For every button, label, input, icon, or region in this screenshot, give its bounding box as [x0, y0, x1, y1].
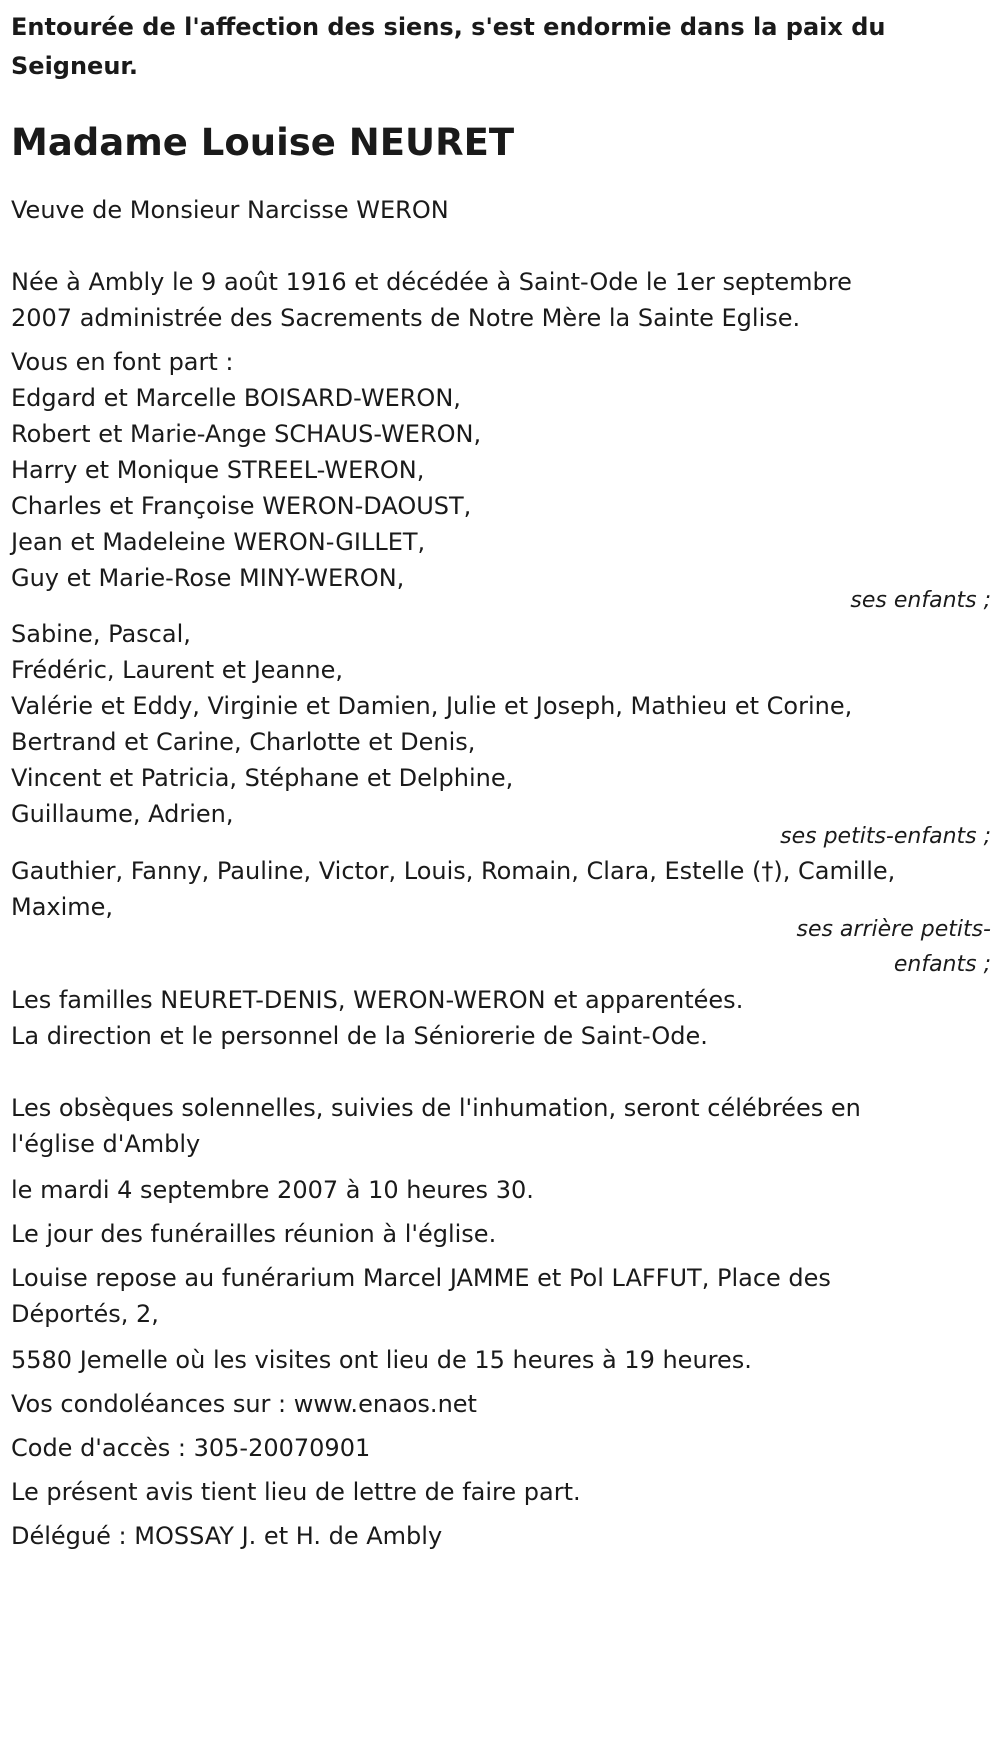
direction-line: La direction et le personnel de la Séniorerie de Saint-Ode.	[11, 1022, 708, 1050]
meeting-line: Le jour des funérailles réunion à l'église.	[11, 1220, 497, 1248]
great-grandchildren-role-line-1: ses arrière petits-	[796, 917, 991, 942]
list-item: Edgard et Marcelle BOISARD-WERON,	[11, 384, 461, 412]
delegate-line: Délégué : MOSSAY J. et H. de Ambly	[11, 1522, 443, 1550]
notice-line: Le présent avis tient lieu de lettre de faire part.	[11, 1478, 581, 1506]
widow-line: Veuve de Monsieur Narcisse WERON	[11, 196, 449, 224]
birth-death-line-2: 2007 administrée des Sacrements de Notre Mère la Sainte Eglise.	[11, 304, 801, 332]
birth-death-line-1: Née à Ambly le 9 août 1916 et décédée à Saint-Ode le 1er septembre	[11, 268, 852, 296]
deceased-name: Madame Louise NEURET	[11, 121, 515, 164]
condolences-line: Vos condoléances sur : www.enaos.net	[11, 1390, 477, 1418]
list-item: Guillaume, Adrien,	[11, 800, 234, 828]
list-item: Valérie et Eddy, Virginie et Damien, Julie et Joseph, Mathieu et Corine,	[11, 692, 853, 720]
intro-text: Entourée de l'affection des siens, s'est endormie dans la paix du Seigneur.	[11, 13, 886, 80]
funeral-date: le mardi 4 septembre 2007 à 10 heures 30.	[11, 1176, 534, 1204]
list-item: Sabine, Pascal,	[11, 620, 191, 648]
list-item: Gauthier, Fanny, Pauline, Victor, Louis, Romain, Clara, Estelle (†), Camille,	[11, 857, 896, 885]
children-list	[11, 378, 481, 594]
rest-line-1: Louise repose au funérarium Marcel JAMME et Pol LAFFUT, Place des	[11, 1264, 831, 1292]
list-item: Harry et Monique STREEL-WERON,	[11, 456, 425, 484]
funeral-line-1: Les obsèques solennelles, suivies de l'inhumation, seront célébrées en	[11, 1094, 861, 1122]
list-item: Charles et Françoise WERON-DAOUST,	[11, 492, 472, 520]
list-item: Maxime,	[11, 893, 114, 921]
children-role: ses enfants ;	[850, 588, 991, 613]
families-line: Les familles NEURET-DENIS, WERON-WERON et apparentées.	[11, 986, 744, 1014]
list-item: Bertrand et Carine, Charlotte et Denis,	[11, 728, 476, 756]
list-item: Frédéric, Laurent et Jeanne,	[11, 656, 343, 684]
visits-line: 5580 Jemelle où les visites ont lieu de 15 heures à 19 heures.	[11, 1346, 752, 1374]
list-item: Guy et Marie-Rose MINY-WERON,	[11, 564, 405, 592]
funeral-line-2: l'église d'Ambly	[11, 1130, 201, 1158]
access-code-line: Code d'accès : 305-20070901	[11, 1434, 371, 1462]
list-item: Vincent et Patricia, Stéphane et Delphine,	[11, 764, 514, 792]
grandchildren-list	[11, 614, 852, 830]
list-item: Jean et Madeleine WERON-GILLET,	[11, 528, 426, 556]
grandchildren-role: ses petits-enfants ;	[780, 824, 991, 849]
announce-line: Vous en font part :	[11, 348, 234, 376]
list-item: Robert et Marie-Ange SCHAUS-WERON,	[11, 420, 482, 448]
rest-line-2: Déportés, 2,	[11, 1300, 159, 1328]
great-grandchildren-role-line-2: enfants ;	[893, 952, 991, 977]
